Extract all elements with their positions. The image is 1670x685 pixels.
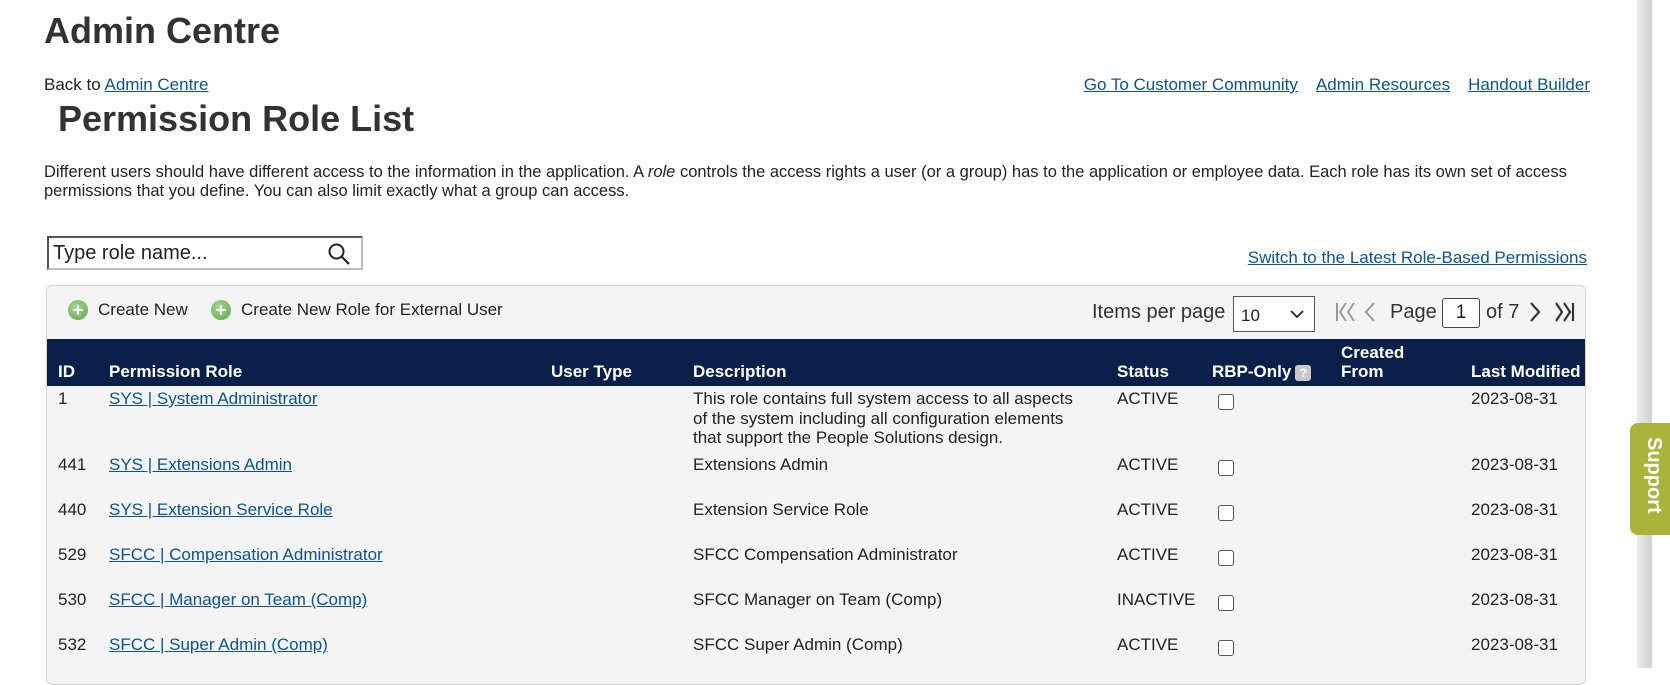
page-number-input[interactable]: 1 (1442, 298, 1480, 328)
table-row (47, 455, 1585, 495)
intro-after: controls the access rights a user (or a group) has to the application or employee data. Each role has its own set of access permissions that you define. You can also limit exactly what a group can access. (44, 163, 1567, 200)
table-row (47, 590, 1585, 630)
cell-description: SFCC Compensation Administrator (693, 545, 958, 564)
add-icon (211, 300, 231, 320)
cell-status: INACTIVE (1117, 590, 1196, 609)
header-user-type[interactable]: User Type (551, 362, 632, 381)
search-icon[interactable] (327, 242, 351, 266)
cell-description: Extension Service Role (693, 500, 869, 519)
table-header (47, 339, 1585, 386)
next-page-icon[interactable] (1528, 300, 1542, 324)
cell-id: 530 (58, 590, 87, 609)
intro-text (44, 163, 1594, 201)
header-description[interactable]: Description (693, 362, 787, 381)
cell-role-link[interactable]: SFCC | Manager on Team (Comp) (109, 590, 368, 609)
chevron-down-icon (1290, 310, 1304, 319)
cell-status: ACTIVE (1117, 455, 1179, 474)
cell-last-modified: 2023-08-31 (1471, 455, 1558, 474)
header-status[interactable]: Status (1117, 362, 1169, 381)
cell-id: 532 (58, 635, 87, 654)
header-last-modified[interactable]: Last Modified (1471, 362, 1581, 381)
rbp-only-checkbox[interactable] (1218, 394, 1234, 410)
search-box (47, 236, 363, 270)
header-permission-role[interactable]: Permission Role (109, 362, 243, 381)
rbp-only-checkbox[interactable] (1218, 550, 1234, 566)
header-id[interactable]: ID (58, 362, 75, 381)
create-external-label: Create New Role for External User (241, 300, 503, 319)
cell-role-link[interactable]: SFCC | Compensation Administrator (109, 545, 383, 564)
cell-status: ACTIVE (1117, 500, 1179, 519)
header-created-from-line1[interactable]: Created (1341, 343, 1405, 362)
header-rbp-only-label: RBP-Only (1212, 362, 1292, 381)
support-label: Support (1643, 437, 1665, 514)
help-icon[interactable]: ? (1295, 365, 1311, 381)
cell-description: This role contains full system access to all aspects of the system including all configuration elements that support the People Solutions design. (693, 389, 1073, 447)
customer-community-link[interactable]: Go To Customer Community (1083, 75, 1298, 94)
cell-id: 1 (58, 389, 68, 408)
back-to-text (44, 75, 208, 95)
cell-last-modified: 2023-08-31 (1471, 500, 1558, 519)
cell-id: 441 (58, 455, 87, 474)
page-count: of 7 (1486, 301, 1520, 323)
create-new-button[interactable] (68, 300, 188, 320)
back-to-admin-centre-link[interactable]: Admin Centre (104, 75, 209, 94)
page-label: Page (1390, 301, 1437, 323)
table-row (47, 635, 1585, 668)
cell-id: 440 (58, 500, 87, 519)
items-per-page-value: 10 (1241, 306, 1260, 325)
last-page-icon[interactable] (1553, 300, 1575, 324)
cell-description: SFCC Manager on Team (Comp) (693, 590, 943, 609)
cell-last-modified: 2023-08-31 (1471, 635, 1558, 654)
header-rbp-only[interactable] (1212, 362, 1311, 382)
search-input[interactable] (53, 240, 323, 266)
cell-status: ACTIVE (1117, 545, 1179, 564)
intro-before: Different users should have different access to the information in the application. A (44, 163, 648, 181)
items-per-page-label: Items per page (1092, 301, 1226, 323)
table-row (47, 389, 1585, 451)
admin-resources-link[interactable]: Admin Resources (1315, 75, 1451, 94)
switch-to-latest-rbp-link[interactable]: Switch to the Latest Role-Based Permissions (1247, 248, 1587, 267)
first-page-icon[interactable] (1335, 300, 1357, 324)
rbp-only-checkbox[interactable] (1218, 595, 1234, 611)
create-new-label: Create New (98, 300, 188, 319)
create-external-role-button[interactable] (211, 300, 503, 320)
add-icon (68, 300, 88, 320)
cell-role-link[interactable]: SYS | Extension Service Role (109, 500, 333, 519)
header-links (1084, 75, 1590, 95)
cell-status: ACTIVE (1117, 389, 1179, 408)
items-per-page-select[interactable] (1233, 296, 1315, 332)
cell-status: ACTIVE (1117, 635, 1179, 654)
table-row (47, 545, 1585, 585)
support-tab[interactable] (1630, 423, 1670, 535)
cell-last-modified: 2023-08-31 (1471, 590, 1558, 609)
rbp-only-checkbox[interactable] (1218, 460, 1234, 476)
cell-role-link[interactable]: SYS | Extensions Admin (109, 455, 293, 474)
back-prefix: Back to (44, 75, 105, 94)
cell-role-link[interactable]: SFCC | Super Admin (Comp) (109, 635, 328, 654)
cell-role-link[interactable]: SYS | System Administrator (109, 389, 318, 408)
cell-last-modified: 2023-08-31 (1471, 389, 1558, 408)
previous-page-icon[interactable] (1362, 300, 1376, 324)
page-title: Permission Role List (58, 98, 415, 139)
cell-description: Extensions Admin (693, 455, 829, 474)
rbp-only-checkbox[interactable] (1218, 505, 1234, 521)
intro-emphasis: role (647, 163, 676, 181)
header-created-from-line2[interactable]: From (1341, 362, 1384, 381)
scrollbar[interactable] (1637, 0, 1652, 668)
cell-description: SFCC Super Admin (Comp) (693, 635, 903, 654)
table-row (47, 500, 1585, 540)
cell-id: 529 (58, 545, 87, 564)
app-title: Admin Centre (44, 10, 281, 51)
rbp-only-checkbox[interactable] (1218, 640, 1234, 656)
handout-builder-link[interactable]: Handout Builder (1468, 75, 1590, 94)
cell-last-modified: 2023-08-31 (1471, 545, 1558, 564)
